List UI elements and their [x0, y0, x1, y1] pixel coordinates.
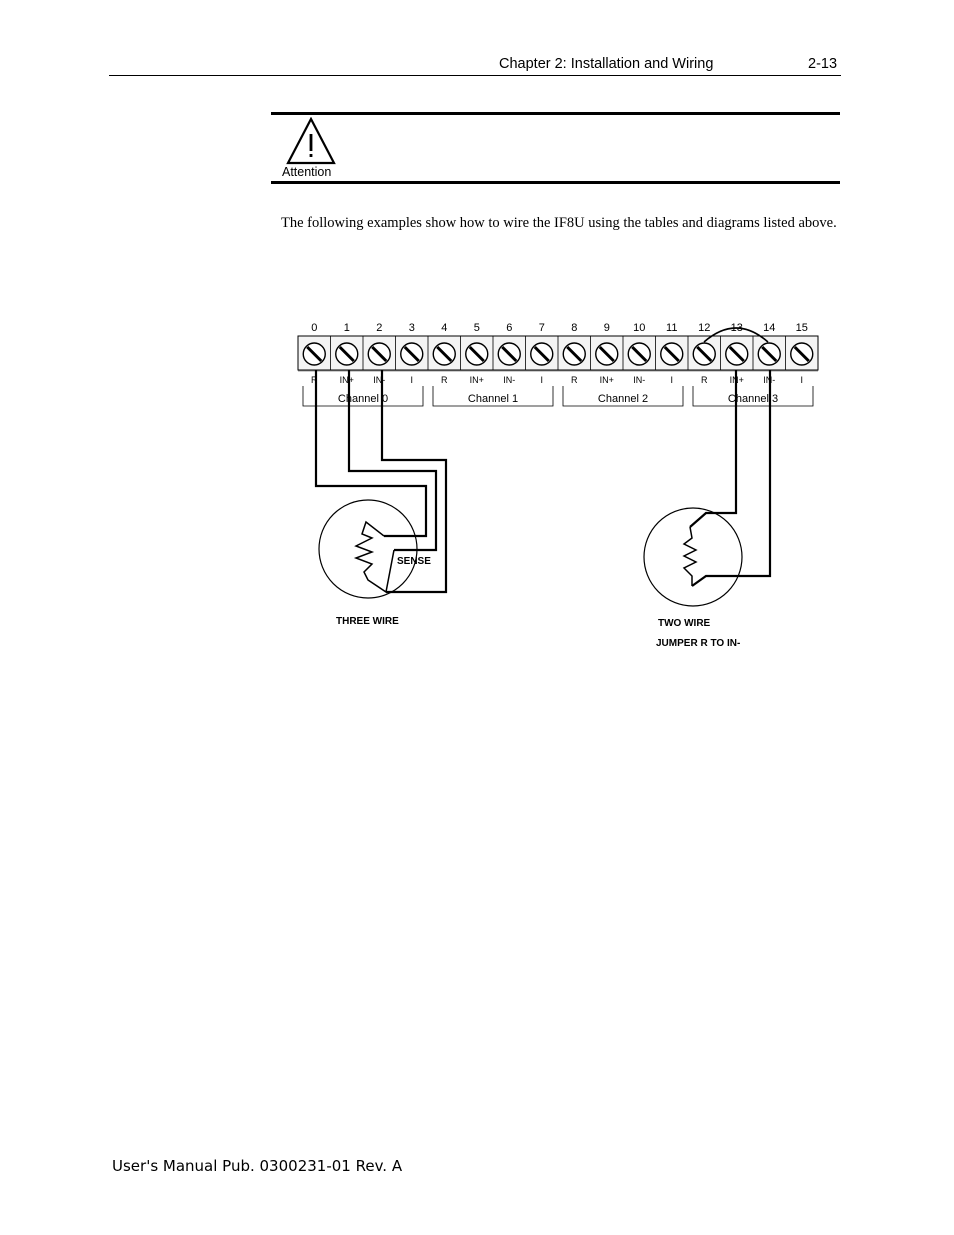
- warning-triangle-icon: [286, 117, 336, 165]
- terminal-number: 9: [603, 322, 610, 334]
- terminal-pin-label: I: [410, 375, 414, 385]
- channel-label: Channel 2: [597, 393, 649, 405]
- header-chapter-title: Chapter 2: Installation and Wiring: [499, 56, 714, 72]
- footer-publication: User's Manual Pub. 0300231-01 Rev. A: [112, 1157, 403, 1175]
- terminal-screw-icon: [433, 343, 455, 365]
- terminal-pin-label: IN+: [599, 375, 614, 385]
- terminal-number: 6: [506, 322, 513, 334]
- jumper-label: JUMPER R TO IN-: [656, 638, 741, 649]
- terminal-screw-icon: [758, 343, 780, 365]
- terminal-number: 5: [473, 322, 480, 334]
- terminal-pin-label: R: [311, 375, 318, 385]
- channel-label: Channel 0: [337, 393, 389, 405]
- terminal-pin-label: IN+: [469, 375, 484, 385]
- terminal-screw-icon: [531, 343, 553, 365]
- terminal-screw-icon: [596, 343, 618, 365]
- terminal-screw-icon: [693, 343, 715, 365]
- terminal-screw-icon: [628, 343, 650, 365]
- terminal-number: 15: [795, 322, 808, 334]
- terminal-screw-icon: [336, 343, 358, 365]
- terminal-pin-label: IN+: [729, 375, 744, 385]
- terminal-pin-label: IN-: [633, 375, 646, 385]
- terminal-pin-label: I: [670, 375, 674, 385]
- terminal-screw-icon: [726, 343, 748, 365]
- attention-top-rule: [271, 112, 840, 115]
- terminal-pin-label: R: [441, 375, 448, 385]
- terminal-pin-label: R: [701, 375, 708, 385]
- terminal-pin-label: R: [571, 375, 578, 385]
- terminal-number: 0: [311, 322, 318, 334]
- sense-label: SENSE: [397, 556, 431, 567]
- attention-bottom-rule: [271, 181, 840, 184]
- channel-label: Channel 3: [727, 393, 779, 405]
- terminal-screw-icon: [368, 343, 390, 365]
- intro-paragraph: The following examples show how to wire the IF8U using the tables and diagrams listed above.: [281, 215, 837, 231]
- channel-label: Channel 1: [467, 393, 519, 405]
- terminal-number: 2: [376, 322, 383, 334]
- attention-label: Attention: [282, 165, 332, 179]
- terminal-screw-icon: [498, 343, 520, 365]
- terminal-screw-icon: [563, 343, 585, 365]
- terminal-screw-icon: [466, 343, 488, 365]
- terminal-number: 3: [408, 322, 415, 334]
- terminal-screw-icon: [791, 343, 813, 365]
- terminal-number: 1: [343, 322, 350, 334]
- header-rule: [109, 75, 841, 76]
- terminal-screw-icon: [661, 343, 683, 365]
- header-page-number: 2-13: [808, 56, 838, 72]
- terminal-pin-label: I: [800, 375, 804, 385]
- terminal-number: 8: [571, 322, 578, 334]
- terminal-pin-label: IN+: [339, 375, 354, 385]
- terminal-pin-label: IN-: [503, 375, 516, 385]
- two-wire-rtd-sensor: [644, 508, 742, 606]
- terminal-number: 11: [666, 322, 678, 334]
- terminal-number: 7: [538, 322, 545, 334]
- terminal-number: 4: [441, 322, 448, 334]
- terminal-pin-label: I: [540, 375, 544, 385]
- terminal-number: 12: [698, 322, 711, 334]
- terminal-screw-icon: [303, 343, 325, 365]
- terminal-screw-icon: [401, 343, 423, 365]
- terminal-number: 14: [763, 322, 776, 334]
- rtd-wiring-diagram: [286, 300, 846, 660]
- terminal-number: 10: [633, 322, 646, 334]
- terminal-pin-label: IN-: [763, 375, 776, 385]
- two-wire-label: TWO WIRE: [658, 618, 711, 629]
- three-wire-label: THREE WIRE: [336, 616, 399, 627]
- terminal-number: 13: [730, 322, 743, 334]
- terminal-pin-label: IN-: [373, 375, 386, 385]
